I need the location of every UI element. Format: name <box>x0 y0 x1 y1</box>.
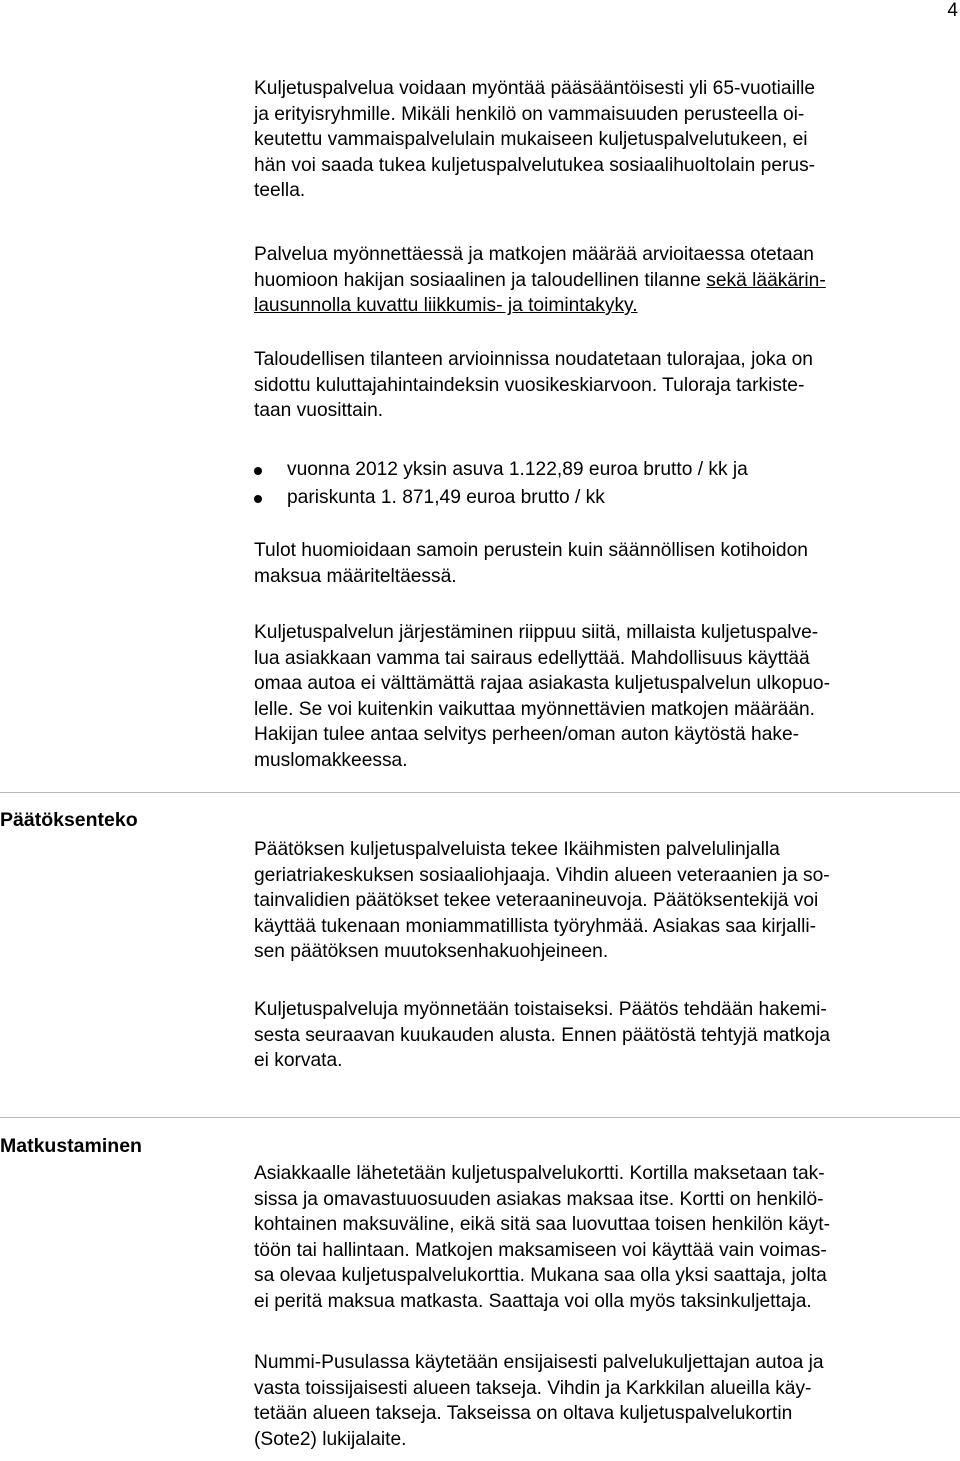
text-line: käyttää tukenaan moniammatillista työryhmää. Asiakas saa kirjalli- <box>254 915 817 937</box>
text-line: hän voi saada tukea kuljetuspalvelutukea sosiaalihuoltolain perus- <box>254 154 816 176</box>
text-line: kohtainen maksuväline, eikä sitä saa luovuttaa toisen henkilön käyt- <box>254 1214 830 1236</box>
paragraph-income-basis <box>254 538 958 589</box>
paragraph-eligibility <box>254 76 958 204</box>
text-line: Asiakkaalle lähetetään kuljetuspalvelukortti. Kortilla maksetaan tak- <box>254 1163 825 1184</box>
section-divider <box>0 1117 960 1118</box>
text-line: sa olevaa kuljetuspalvelukorttia. Mukana saa olla yksi saattaja, jolta <box>254 1265 827 1287</box>
text-line: lelle. Se voi kuitenkin vaikuttaa myönnettävien matkojen määrään. <box>254 698 816 720</box>
text-line: Kuljetuspalvelua voidaan myöntää pääsääntöisesti yli 65-vuotiaille <box>254 78 816 99</box>
text-line: Tulot huomioidaan samoin perustein kuin säännöllisen kotihoidon <box>254 540 808 561</box>
list-item <box>254 485 958 513</box>
text-line <box>254 268 958 294</box>
text-line: taan vuosittain. <box>254 400 384 422</box>
list-item-text: pariskunta 1. 871,49 euroa brutto / kk <box>287 487 605 508</box>
paragraph-arrangement <box>254 620 958 774</box>
text-line: Hakijan tulee antaa selvitys perheen/oman auton käytöstä hake- <box>254 724 800 746</box>
paragraph-decision-validity <box>254 997 958 1074</box>
list-item <box>254 457 958 485</box>
underlined-text: sekä lääkärin- <box>706 269 826 291</box>
text-line: sissa ja omavastuuosuuden asiakas maksaa itse. Kortti on henkilö- <box>254 1188 824 1210</box>
page-number: 4 <box>947 0 958 21</box>
paragraph-taxi-regions <box>254 1350 958 1452</box>
text-line: tetään alueen takseja. Takseissa on oltava kuljetuspalvelukortin <box>254 1403 793 1425</box>
text-line: vasta toissijaisesti alueen takseja. Vihdin ja Karkkilan alueilla käy- <box>254 1377 812 1399</box>
text-line: maksua määriteltäessä. <box>254 565 457 587</box>
text-line: teella. <box>254 180 306 202</box>
text-line: sidottu kuluttajahintaindeksin vuosikeskiarvoon. Tuloraja tarkiste- <box>254 374 805 396</box>
text-line: Nummi-Pusulassa käytetään ensijaisesti palvelukuljettajan autoa ja <box>254 1352 824 1373</box>
text-line: sesta seuraavan kuukauden alusta. Ennen päätöstä tehtyjä matkoja <box>254 1024 831 1046</box>
paragraph-service-card <box>254 1161 958 1315</box>
text-line <box>254 293 958 319</box>
text-line: Kuljetuspalveluja myönnetään toistaiseksi. Päätös tehdään hakemi- <box>254 999 827 1020</box>
text-line: muslomakkeessa. <box>254 749 408 771</box>
text-line: ja erityisryhmille. Mikäli henkilö on vammaisuuden perusteella oi- <box>254 103 805 125</box>
text-line: töön tai hallintaan. Matkojen maksamiseen voi käyttää vain voimas- <box>254 1239 827 1261</box>
section-heading-travel: Matkustaminen <box>0 1135 142 1157</box>
text-line: Palvelua myönnettäessä ja matkojen määrää arvioitaessa otetaan <box>254 244 814 265</box>
text-line: (Sote2) lukijalaite. <box>254 1428 407 1450</box>
text-line: geriatriakeskuksen sosiaaliohjaaja. Vihdin alueen veteraanien ja so- <box>254 864 830 886</box>
text-line: lua asiakkaan vamma tai sairaus edellyttää. Mahdollisuus käyttää <box>254 647 810 669</box>
bullet-icon <box>254 467 262 475</box>
text-line: sen päätöksen muutoksenhakuohjeineen. <box>254 941 609 963</box>
paragraph-income-limit <box>254 347 958 424</box>
text-line: keutettu vammaispalvelulain mukaiseen kuljetuspalvelutukeen, ei <box>254 129 808 151</box>
text-line: ei korvata. <box>254 1050 343 1072</box>
text-line: Taloudellisen tilanteen arvioinnissa noudatetaan tulorajaa, joka on <box>254 349 813 370</box>
bullet-icon <box>254 495 262 503</box>
paragraph-assessment <box>254 242 958 319</box>
underlined-text: lausunnolla kuvattu liikkumis- ja toimintakyky. <box>254 295 638 317</box>
bullet-list <box>254 457 958 513</box>
text-line: omaa autoa ei välttämättä rajaa asiakasta kuljetuspalvelun ulkopuo- <box>254 673 830 695</box>
section-heading-decision: Päätöksenteko <box>0 809 138 831</box>
text-line: Päätöksen kuljetuspalveluista tekee Ikäihmisten palvelulinjalla <box>254 839 780 860</box>
text-span: huomioon hakijan sosiaalinen ja taloudellinen tilanne <box>254 269 707 291</box>
text-line: Kuljetuspalvelun järjestäminen riippuu siitä, millaista kuljetuspalve- <box>254 622 819 643</box>
text-line: ei peritä maksua matkasta. Saattaja voi olla myös taksinkuljettaja. <box>254 1290 812 1312</box>
text-line: tainvalidien päätökset tekee veteraanineuvoja. Päätöksentekijä voi <box>254 890 819 912</box>
paragraph-decision-maker <box>254 837 958 965</box>
section-divider <box>0 792 960 793</box>
list-item-text: vuonna 2012 yksin asuva 1.122,89 euroa brutto / kk ja <box>287 459 748 480</box>
